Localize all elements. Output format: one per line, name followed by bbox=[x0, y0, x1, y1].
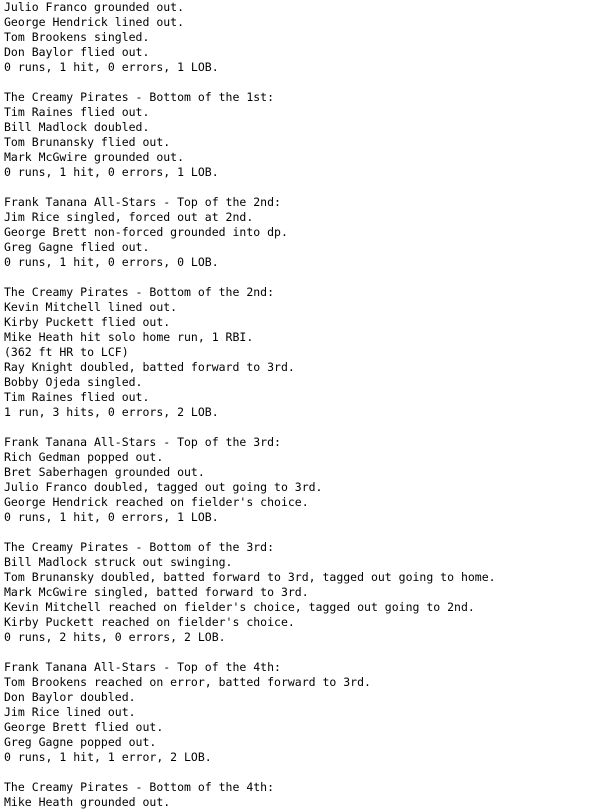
play-line: Mark McGwire grounded out. bbox=[4, 150, 185, 164]
play-line: Don Baylor flied out. bbox=[4, 45, 150, 59]
play-line: Kirby Puckett reached on fielder's choice. bbox=[4, 615, 295, 629]
play-line: George Brett flied out. bbox=[4, 720, 164, 734]
blank-line bbox=[4, 180, 496, 195]
inning-header: Frank Tanana All-Stars - Top of the 3rd: bbox=[4, 435, 281, 449]
play-line: Mark McGwire singled, batted forward to 3rd. bbox=[4, 585, 309, 599]
play-line: Tim Raines flied out. bbox=[4, 390, 150, 404]
blank-line bbox=[4, 270, 496, 285]
blank-line bbox=[4, 645, 496, 660]
inning-summary: 0 runs, 1 hit, 0 errors, 0 LOB. bbox=[4, 255, 219, 269]
play-by-play-log bbox=[4, 0, 496, 810]
inning-summary: 0 runs, 1 hit, 0 errors, 1 LOB. bbox=[4, 60, 219, 74]
play-line: Tom Brunansky flied out. bbox=[4, 135, 171, 149]
play-line: Mike Heath grounded out. bbox=[4, 795, 171, 809]
blank-line bbox=[4, 75, 496, 90]
play-line: Rich Gedman popped out. bbox=[4, 450, 164, 464]
inning-summary: 0 runs, 1 hit, 0 errors, 1 LOB. bbox=[4, 165, 219, 179]
play-line: Tim Raines flied out. bbox=[4, 105, 150, 119]
inning-summary: 1 run, 3 hits, 0 errors, 2 LOB. bbox=[4, 405, 219, 419]
play-line: Jim Rice lined out. bbox=[4, 705, 136, 719]
play-line: Greg Gagne flied out. bbox=[4, 240, 150, 254]
play-line: Tom Brookens singled. bbox=[4, 30, 150, 44]
inning-header: The Creamy Pirates - Bottom of the 2nd: bbox=[4, 285, 275, 299]
play-line: Kevin Mitchell lined out. bbox=[4, 300, 178, 314]
play-line: George Hendrick lined out. bbox=[4, 15, 185, 29]
play-line: Kevin Mitchell reached on fielder's choice, tagged out going to 2nd. bbox=[4, 600, 475, 614]
inning-header: The Creamy Pirates - Bottom of the 4th: bbox=[4, 780, 275, 794]
play-line: Bobby Ojeda singled. bbox=[4, 375, 143, 389]
inning-header: Frank Tanana All-Stars - Top of the 4th: bbox=[4, 660, 281, 674]
play-line: Don Baylor doubled. bbox=[4, 690, 136, 704]
play-line: Bill Madlock struck out swinging. bbox=[4, 555, 233, 569]
inning-summary: 0 runs, 1 hit, 1 error, 2 LOB. bbox=[4, 750, 212, 764]
play-line: (362 ft HR to LCF) bbox=[4, 345, 129, 359]
blank-line bbox=[4, 525, 496, 540]
inning-summary: 0 runs, 2 hits, 0 errors, 2 LOB. bbox=[4, 630, 226, 644]
play-line: Mike Heath hit solo home run, 1 RBI. bbox=[4, 330, 254, 344]
play-line: Julio Franco grounded out. bbox=[4, 0, 185, 14]
play-line: Bill Madlock doubled. bbox=[4, 120, 150, 134]
play-line: Julio Franco doubled, tagged out going to 3rd. bbox=[4, 480, 323, 494]
play-line: Greg Gagne popped out. bbox=[4, 735, 157, 749]
play-line: Jim Rice singled, forced out at 2nd. bbox=[4, 210, 254, 224]
play-line: Ray Knight doubled, batted forward to 3rd. bbox=[4, 360, 295, 374]
inning-summary: 0 runs, 1 hit, 0 errors, 1 LOB. bbox=[4, 510, 219, 524]
play-line: George Brett non-forced grounded into dp. bbox=[4, 225, 288, 239]
play-line: George Hendrick reached on fielder's choice. bbox=[4, 495, 309, 509]
play-line: Kirby Puckett flied out. bbox=[4, 315, 171, 329]
play-line: Tom Brunansky doubled, batted forward to 3rd, tagged out going to home. bbox=[4, 570, 496, 584]
play-line: Tom Brookens reached on error, batted forward to 3rd. bbox=[4, 675, 371, 689]
inning-header: The Creamy Pirates - Bottom of the 3rd: bbox=[4, 540, 275, 554]
blank-line bbox=[4, 765, 496, 780]
inning-header: Frank Tanana All-Stars - Top of the 2nd: bbox=[4, 195, 281, 209]
play-line: Bret Saberhagen grounded out. bbox=[4, 465, 205, 479]
blank-line bbox=[4, 420, 496, 435]
inning-header: The Creamy Pirates - Bottom of the 1st: bbox=[4, 90, 275, 104]
